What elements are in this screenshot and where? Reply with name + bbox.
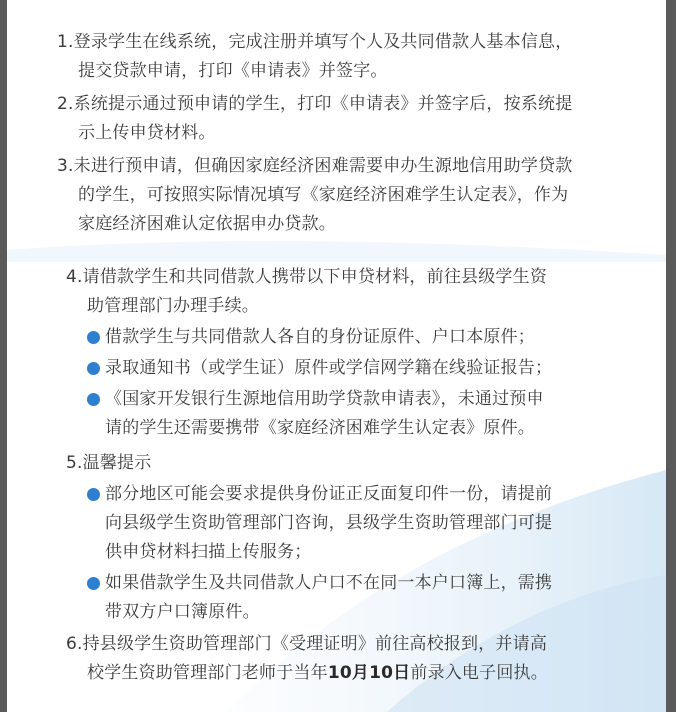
- step-4-bullet-2: 录取通知书（或学生证）原件或学信网学籍在线验证报告；: [87, 354, 552, 383]
- step-4-bullet-3: 《国家开发银行生源地信用助学贷款申请表》，未通过预申 请的学生还需要携带《家庭经济困难学生认定表》原件。: [87, 385, 552, 443]
- step-2-line-1: 2.系统提示通过预申请的学生，打印《申请表》并签字后，按系统提: [57, 94, 573, 114]
- bullet-dot-icon: [87, 362, 100, 375]
- step-4-line-1: 4.请借款学生和共同借款人携带以下申贷材料，前往县级学生资: [66, 267, 548, 287]
- step-4: [66, 263, 552, 443]
- step-3-line-1: 3.未进行预申请，但确因家庭经济困难需要申办生源地信用助学贷款: [57, 156, 573, 176]
- bullet-dot-icon: [87, 331, 100, 344]
- step-6-line-1: 6.持县级学生资助管理部门《受理证明》前往高校报到，并请高: [66, 634, 548, 654]
- step-4-bullet-1: 借款学生与共同借款人各自的身份证原件、户口本原件；: [87, 323, 552, 352]
- step-1-line-2: 提交贷款申请，打印《申请表》并签字。: [78, 61, 388, 81]
- step-6: [66, 630, 548, 688]
- step-5-bullet-2: 如果借款学生及共同借款人户口不在同一本户口簿上，需携 带双方户口簿原件。: [87, 569, 552, 627]
- step-4-line-2: 助管理部门办理手续。: [87, 296, 259, 316]
- bullet-dot-icon: [87, 393, 100, 406]
- bullet-dot-icon: [87, 577, 100, 590]
- step-5-title: 5.温馨提示: [66, 453, 152, 473]
- bullet-dot-icon: [87, 488, 100, 501]
- step-3-line-3: 家庭经济困难认定依据申办贷款。: [78, 214, 336, 234]
- step-5: [66, 449, 552, 627]
- step-5-bullet-1: 部分地区可能会要求提供身份证正反面复印件一份，请提前 向县级学生资助管理部门咨询，县级学生资助管理部门可提 供申贷材料扫描上传服务；: [87, 480, 552, 567]
- step-3-line-2: 的学生，可按照实际情况填写《家庭经济困难学生认定表》，作为: [78, 185, 569, 205]
- deadline-date: 10月10日: [327, 663, 411, 683]
- step-6-line-2: 校学生资助管理部门老师于当年10月10日前录入电子回执。: [87, 663, 548, 683]
- step-2: [57, 90, 572, 148]
- step-1: [57, 28, 572, 86]
- step-3: [57, 152, 572, 239]
- step-2-line-2: 示上传申贷材料。: [78, 123, 216, 143]
- step-1-line-1: 1.登录学生在线系统，完成注册并填写个人及共同借款人基本信息，: [57, 32, 573, 52]
